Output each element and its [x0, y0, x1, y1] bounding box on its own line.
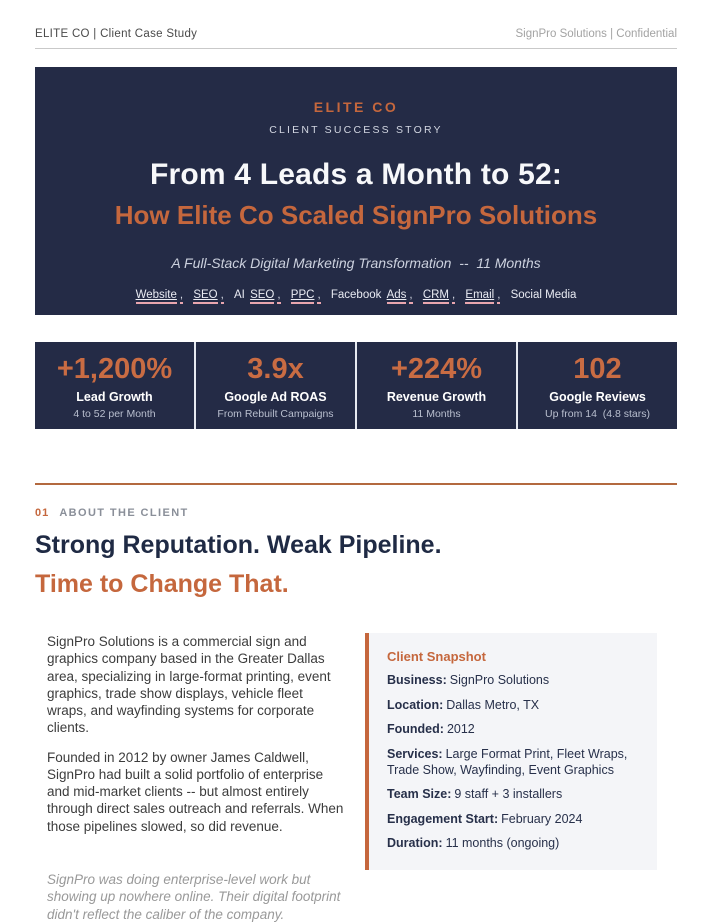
field-value: SignPro Solutions — [449, 673, 550, 687]
service-tag-list — [65, 289, 647, 304]
section-divider — [35, 483, 677, 485]
hero-banner — [35, 67, 677, 315]
tag-separator: , — [317, 289, 320, 304]
section-heading-line1: Strong Reputation. Weak Pipeline. — [35, 531, 442, 559]
about-paragraph-1: SignPro Solutions is a commercial sign and graphics company based in the Greater Dallas area, specializing in large-format printing, event graphics, trade show displays, vehicle fleet wraps, and wayfinding systems for corporate clients. — [47, 634, 331, 736]
tag-separator: , — [277, 289, 280, 304]
header-right-text: SignPro Solutions | Confidential — [515, 28, 677, 40]
stat-label: Lead Growth — [76, 390, 153, 404]
field-value: Large Format Print, Fleet Wraps, Trade Show, Wayfinding, Event Graphics — [387, 746, 628, 777]
stat-value: 3.9x — [247, 353, 304, 385]
snapshot-field-location — [387, 698, 641, 714]
tag-crm[interactable]: CRM — [423, 289, 449, 304]
stat-revenue-growth — [355, 342, 516, 429]
stat-lead-growth — [35, 342, 194, 429]
snapshot-field-engagement-start — [387, 812, 641, 828]
field-value: 2012 — [446, 722, 475, 737]
pull-quote: SignPro was doing enterprise-level work but showing up nowhere online. Their digital footprint didn't reflect the caliber of the company. — [47, 871, 341, 923]
stat-label: Revenue Growth — [386, 390, 487, 404]
stat-label: Google Reviews — [549, 390, 646, 404]
tag-social-media: Social Media — [510, 289, 577, 301]
snapshot-title: Client Snapshot — [387, 649, 486, 664]
tag-facebook-ads[interactable]: Ads — [387, 289, 407, 304]
stat-google-ad-roas — [194, 342, 355, 429]
client-snapshot-card — [365, 633, 657, 870]
tag-email[interactable]: Email — [465, 289, 494, 304]
hero-subtitle: A Full-Stack Digital Marketing Transformation -- 11 Months — [171, 255, 541, 271]
tag-ppc[interactable]: PPC — [291, 289, 315, 304]
about-paragraph-2: Founded in 2012 by owner James Caldwell, SignPro had built a solid portfolio of enterprise and mid-market clients -- but almost entirely through direct sales outreach and referrals. When those pipelines slowed, so did revenue. — [47, 749, 344, 834]
stat-subtext: 11 Months — [412, 408, 461, 420]
tag-separator: , — [497, 289, 500, 304]
field-label: Business: — [387, 673, 447, 687]
about-text-column — [35, 633, 345, 924]
snapshot-field-services — [387, 747, 641, 778]
brand-name: ELITE CO — [313, 99, 399, 115]
tag-seo[interactable]: SEO — [193, 289, 217, 304]
tag-separator: , — [221, 289, 224, 304]
kpi-stats-bar — [35, 342, 677, 429]
field-label: Location: — [387, 697, 444, 712]
field-label: Team Size: — [387, 787, 452, 802]
field-value: Dallas Metro, TX — [446, 697, 540, 712]
tag-ai: AI — [234, 289, 245, 301]
hero-title-line1: From 4 Leads a Month to 52: — [149, 158, 563, 191]
snapshot-field-team-size — [387, 787, 641, 803]
stat-value: 102 — [573, 353, 622, 385]
stat-value: +1,200% — [56, 353, 173, 385]
field-label: Founded: — [387, 722, 444, 737]
tag-separator: , — [452, 289, 455, 304]
stat-google-reviews — [516, 342, 677, 429]
stat-subtext: 4 to 52 per Month — [73, 408, 156, 420]
tag-separator: , — [180, 289, 183, 304]
about-columns — [35, 633, 677, 924]
stat-subtext: Up from 14 (4.8 stars) — [544, 408, 651, 420]
field-label: Engagement Start: — [387, 811, 499, 826]
header-left-text: ELITE CO | Client Case Study — [35, 28, 198, 40]
snapshot-field-business — [387, 673, 641, 689]
tag-website[interactable]: Website — [136, 289, 177, 304]
field-label: Duration: — [387, 836, 443, 851]
field-value: 9 staff + 3 installers — [454, 787, 563, 802]
tag-ai-seo[interactable]: SEO — [250, 289, 274, 304]
hero-eyebrow: CLIENT SUCCESS STORY — [269, 124, 443, 136]
section-heading-line2: Time to Change That. — [35, 570, 289, 598]
field-value: February 2024 — [501, 811, 583, 826]
stat-label: Google Ad ROAS — [224, 390, 327, 404]
section-kicker — [35, 507, 677, 519]
section-kicker-label: ABOUT THE CLIENT — [59, 507, 189, 519]
stat-subtext: From Rebuilt Campaigns — [217, 408, 334, 420]
field-label: Services: — [387, 746, 443, 761]
tag-separator: , — [409, 289, 412, 304]
section-number: 01 — [35, 507, 50, 519]
field-value: 11 months (ongoing) — [445, 836, 560, 851]
snapshot-column — [365, 633, 657, 924]
snapshot-field-duration — [387, 836, 641, 852]
hero-title-line2: How Elite Co Scaled SignPro Solutions — [114, 200, 598, 230]
tag-facebook: Facebook — [330, 289, 382, 301]
stat-value: +224% — [390, 353, 483, 385]
document-header — [35, 0, 677, 49]
snapshot-field-founded — [387, 722, 641, 738]
